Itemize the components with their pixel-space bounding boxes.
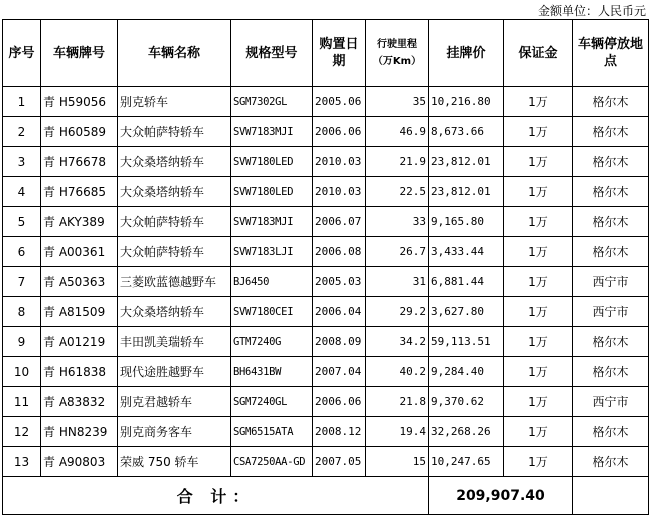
cell-vehicle-name: 大众桑塔纳轿车 xyxy=(118,177,231,207)
cell-price: 3,627.80 xyxy=(429,297,504,327)
cell-purchase-date: 2006.06 xyxy=(313,117,366,147)
cell-price: 23,812.01 xyxy=(429,177,504,207)
cell-plate: 青 A50363 xyxy=(41,267,118,297)
cell-location: 西宁市 xyxy=(573,267,649,297)
cell-mileage: 35 xyxy=(366,87,429,117)
cell-vehicle-name: 别克商务客车 xyxy=(118,417,231,447)
cell-price: 8,673.66 xyxy=(429,117,504,147)
cell-location: 格尔木 xyxy=(573,417,649,447)
cell-plate: 青 A81509 xyxy=(41,297,118,327)
cell-model: BH6431BW xyxy=(231,357,313,387)
cell-deposit: 1万 xyxy=(504,207,573,237)
cell-vehicle-name: 丰田凯美瑞轿车 xyxy=(118,327,231,357)
cell-price: 3,433.44 xyxy=(429,237,504,267)
cell-purchase-date: 2006.08 xyxy=(313,237,366,267)
cell-location: 格尔木 xyxy=(573,147,649,177)
cell-deposit: 1万 xyxy=(504,447,573,477)
cell-mileage: 40.2 xyxy=(366,357,429,387)
cell-deposit: 1万 xyxy=(504,177,573,207)
cell-plate: 青 H76678 xyxy=(41,147,118,177)
cell-purchase-date: 2010.03 xyxy=(313,177,366,207)
header-model: 规格型号 xyxy=(231,20,313,87)
cell-purchase-date: 2006.04 xyxy=(313,297,366,327)
currency-unit-note: 金额单位：人民币元 xyxy=(537,4,646,18)
header-plate: 车辆牌号 xyxy=(41,20,118,87)
cell-plate: 青 HN8239 xyxy=(41,417,118,447)
cell-vehicle-name: 大众帕萨特轿车 xyxy=(118,207,231,237)
cell-price: 6,881.44 xyxy=(429,267,504,297)
cell-location: 格尔木 xyxy=(573,87,649,117)
cell-mileage: 33 xyxy=(366,207,429,237)
cell-mileage: 46.9 xyxy=(366,117,429,147)
total-row xyxy=(3,477,649,515)
cell-price: 10,247.65 xyxy=(429,447,504,477)
cell-model: SVW7180LED xyxy=(231,147,313,177)
cell-location: 西宁市 xyxy=(573,387,649,417)
table-row xyxy=(3,357,649,387)
cell-plate: 青 AKY389 xyxy=(41,207,118,237)
cell-model: CSA7250AA-GD xyxy=(231,447,313,477)
cell-location: 格尔木 xyxy=(573,237,649,267)
cell-plate: 青 H61838 xyxy=(41,357,118,387)
cell-deposit: 1万 xyxy=(504,327,573,357)
cell-mileage: 22.5 xyxy=(366,177,429,207)
cell-model: GTM7240G xyxy=(231,327,313,357)
cell-seq: 13 xyxy=(3,447,41,477)
cell-deposit: 1万 xyxy=(504,267,573,297)
cell-mileage: 34.2 xyxy=(366,327,429,357)
table-row xyxy=(3,177,649,207)
cell-seq: 12 xyxy=(3,417,41,447)
cell-plate: 青 H60589 xyxy=(41,117,118,147)
cell-vehicle-name: 大众桑塔纳轿车 xyxy=(118,297,231,327)
cell-plate: 青 A00361 xyxy=(41,237,118,267)
cell-purchase-date: 2008.09 xyxy=(313,327,366,357)
cell-deposit: 1万 xyxy=(504,297,573,327)
cell-mileage: 15 xyxy=(366,447,429,477)
cell-location: 西宁市 xyxy=(573,297,649,327)
cell-price: 9,284.40 xyxy=(429,357,504,387)
cell-seq: 10 xyxy=(3,357,41,387)
total-label: 合 计： xyxy=(3,477,429,515)
cell-price: 23,812.01 xyxy=(429,147,504,177)
table-row xyxy=(3,327,649,357)
cell-seq: 1 xyxy=(3,87,41,117)
cell-purchase-date: 2007.04 xyxy=(313,357,366,387)
header-mileage: 行驶里程（万Km） xyxy=(366,20,429,87)
cell-vehicle-name: 三菱欧蓝德越野车 xyxy=(118,267,231,297)
cell-plate: 青 A90803 xyxy=(41,447,118,477)
cell-purchase-date: 2005.06 xyxy=(313,87,366,117)
header-price: 挂牌价 xyxy=(429,20,504,87)
cell-plate: 青 H76685 xyxy=(41,177,118,207)
cell-vehicle-name: 大众帕萨特轿车 xyxy=(118,237,231,267)
header-purchase-date: 购置日期 xyxy=(313,20,366,87)
cell-plate: 青 H59056 xyxy=(41,87,118,117)
vehicle-listing-table xyxy=(2,19,649,515)
cell-mileage: 21.9 xyxy=(366,147,429,177)
cell-model: SVW7183LJI xyxy=(231,237,313,267)
cell-mileage: 26.7 xyxy=(366,237,429,267)
cell-location: 格尔木 xyxy=(573,447,649,477)
cell-purchase-date: 2008.12 xyxy=(313,417,366,447)
table-body xyxy=(3,87,649,477)
cell-location: 格尔木 xyxy=(573,327,649,357)
header-name: 车辆名称 xyxy=(118,20,231,87)
table-row xyxy=(3,207,649,237)
table-row xyxy=(3,117,649,147)
cell-seq: 4 xyxy=(3,177,41,207)
cell-seq: 11 xyxy=(3,387,41,417)
table-row xyxy=(3,417,649,447)
cell-seq: 8 xyxy=(3,297,41,327)
cell-model: SVW7180LED xyxy=(231,177,313,207)
cell-deposit: 1万 xyxy=(504,237,573,267)
cell-seq: 7 xyxy=(3,267,41,297)
header-seq: 序号 xyxy=(3,20,41,87)
table-row xyxy=(3,387,649,417)
header-location: 车辆停放地点 xyxy=(573,20,649,87)
header-deposit: 保证金 xyxy=(504,20,573,87)
cell-price: 59,113.51 xyxy=(429,327,504,357)
cell-seq: 3 xyxy=(3,147,41,177)
total-empty-cell xyxy=(573,477,649,515)
cell-location: 格尔木 xyxy=(573,357,649,387)
table-row xyxy=(3,267,649,297)
table-row xyxy=(3,237,649,267)
cell-mileage: 31 xyxy=(366,267,429,297)
cell-model: SGM7240GL xyxy=(231,387,313,417)
cell-location: 格尔木 xyxy=(573,207,649,237)
cell-deposit: 1万 xyxy=(504,147,573,177)
cell-deposit: 1万 xyxy=(504,357,573,387)
table-row xyxy=(3,87,649,117)
cell-price: 9,165.80 xyxy=(429,207,504,237)
cell-mileage: 29.2 xyxy=(366,297,429,327)
cell-seq: 5 xyxy=(3,207,41,237)
table-row xyxy=(3,147,649,177)
cell-purchase-date: 2006.07 xyxy=(313,207,366,237)
cell-seq: 2 xyxy=(3,117,41,147)
cell-deposit: 1万 xyxy=(504,117,573,147)
table-header-row xyxy=(3,20,649,87)
cell-model: SVW7180CEI xyxy=(231,297,313,327)
cell-vehicle-name: 大众桑塔纳轿车 xyxy=(118,147,231,177)
cell-deposit: 1万 xyxy=(504,417,573,447)
cell-vehicle-name: 荣威 750 轿车 xyxy=(118,447,231,477)
cell-price: 32,268.26 xyxy=(429,417,504,447)
cell-vehicle-name: 别克轿车 xyxy=(118,87,231,117)
cell-seq: 9 xyxy=(3,327,41,357)
cell-model: SVW7183MJI xyxy=(231,207,313,237)
cell-deposit: 1万 xyxy=(504,87,573,117)
cell-model: SVW7183MJI xyxy=(231,117,313,147)
cell-vehicle-name: 别克君越轿车 xyxy=(118,387,231,417)
cell-location: 格尔木 xyxy=(573,177,649,207)
cell-seq: 6 xyxy=(3,237,41,267)
cell-model: SGM7302GL xyxy=(231,87,313,117)
cell-deposit: 1万 xyxy=(504,387,573,417)
total-value: 209,907.40 xyxy=(429,477,573,515)
cell-price: 9,370.62 xyxy=(429,387,504,417)
table-row xyxy=(3,447,649,477)
cell-mileage: 19.4 xyxy=(366,417,429,447)
cell-vehicle-name: 现代途胜越野车 xyxy=(118,357,231,387)
cell-mileage: 21.8 xyxy=(366,387,429,417)
cell-purchase-date: 2006.06 xyxy=(313,387,366,417)
cell-model: BJ6450 xyxy=(231,267,313,297)
cell-purchase-date: 2007.05 xyxy=(313,447,366,477)
cell-plate: 青 A83832 xyxy=(41,387,118,417)
cell-location: 格尔木 xyxy=(573,117,649,147)
cell-purchase-date: 2005.03 xyxy=(313,267,366,297)
cell-plate: 青 A01219 xyxy=(41,327,118,357)
table-row xyxy=(3,297,649,327)
cell-price: 10,216.80 xyxy=(429,87,504,117)
cell-purchase-date: 2010.03 xyxy=(313,147,366,177)
cell-model: SGM6515ATA xyxy=(231,417,313,447)
cell-vehicle-name: 大众帕萨特轿车 xyxy=(118,117,231,147)
